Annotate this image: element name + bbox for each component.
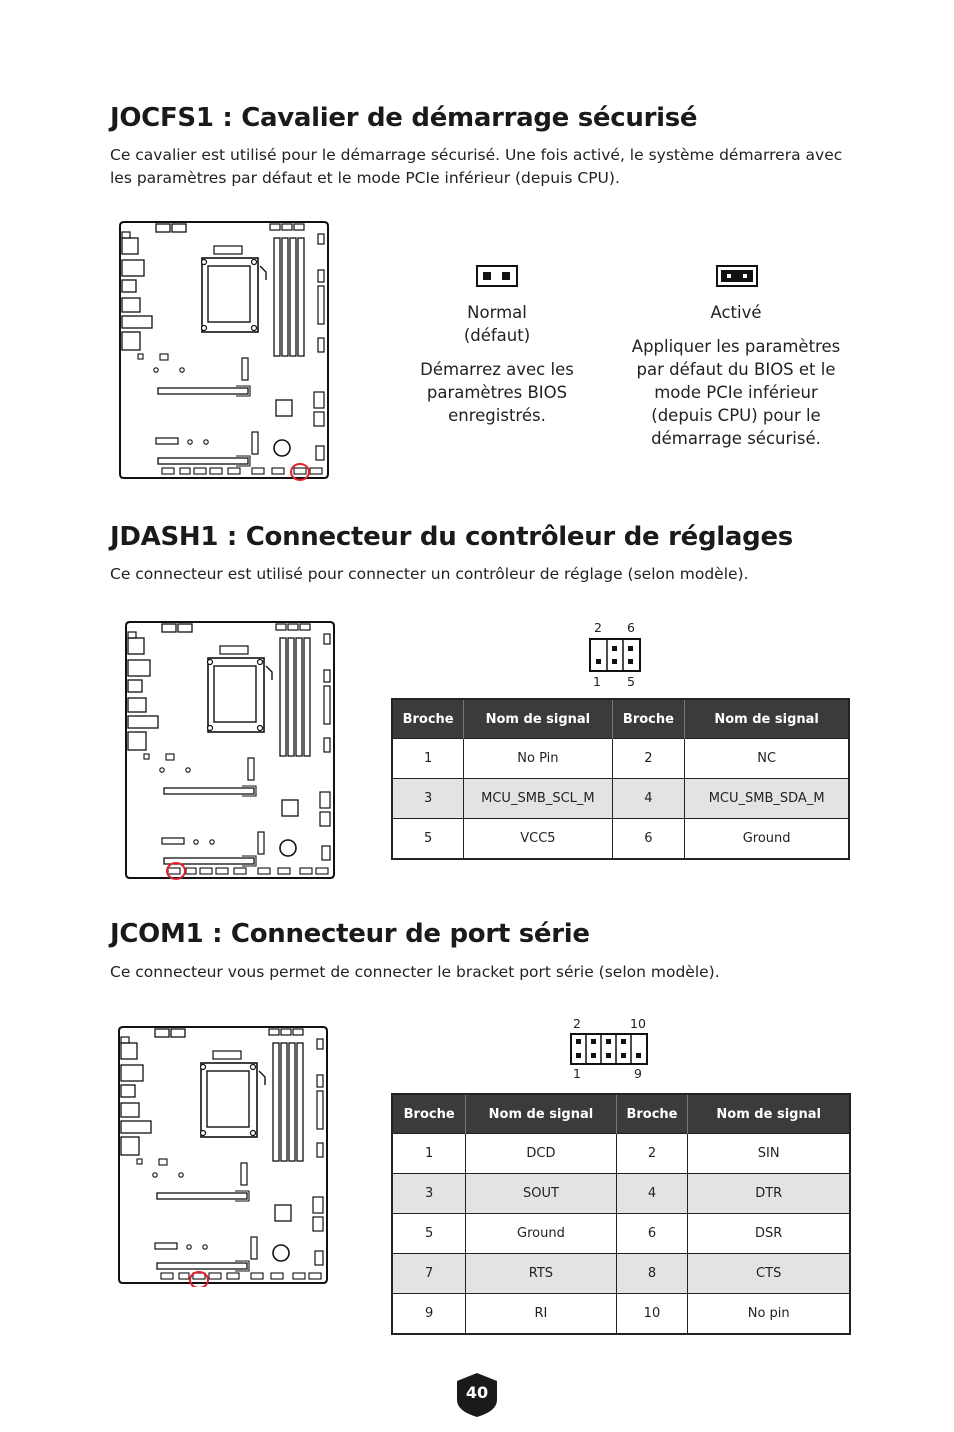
pin-label-top-right: 6	[627, 620, 635, 635]
table-cell: 2	[612, 739, 685, 779]
table-row	[392, 1294, 850, 1335]
motherboard-diagram	[118, 218, 332, 482]
table-cell: 8	[616, 1254, 688, 1294]
pin-header-icon	[589, 638, 641, 672]
table-cell: SIN	[688, 1134, 850, 1174]
table-cell: Ground	[466, 1214, 616, 1254]
table-cell: DSR	[688, 1214, 850, 1254]
table-cell: Ground	[685, 819, 849, 860]
table-row	[392, 1254, 850, 1294]
pin-label-bottom-left: 1	[593, 674, 601, 689]
table-cell: NC	[685, 739, 849, 779]
table-cell: RTS	[466, 1254, 616, 1294]
table-header: Broche	[392, 699, 464, 739]
table-row	[392, 739, 849, 779]
table-cell: MCU_SMB_SCL_M	[464, 779, 612, 819]
table-cell: 1	[392, 739, 464, 779]
page-number: 40	[465, 1383, 489, 1402]
table-cell: 5	[392, 1214, 466, 1254]
table-cell: 9	[392, 1294, 466, 1335]
table-row	[392, 1174, 850, 1214]
table-cell: 5	[392, 819, 464, 860]
motherboard-diagram	[117, 1023, 331, 1287]
section-title-jdash1: JDASH1 : Connecteur du contrôleur de réglages	[110, 522, 793, 552]
table-cell: 1	[392, 1134, 466, 1174]
pin-label-top-left: 2	[573, 1016, 581, 1031]
table-cell: 2	[616, 1134, 688, 1174]
table-header: Nom de signal	[688, 1094, 850, 1134]
table-cell: 6	[616, 1214, 688, 1254]
table-cell: DTR	[688, 1174, 850, 1214]
active-label: Activé	[710, 303, 762, 322]
section-title-jocfs1: JOCFS1 : Cavalier de démarrage sécurisé	[110, 103, 698, 133]
table-cell: 3	[392, 779, 464, 819]
motherboard-diagram	[124, 618, 338, 882]
table-cell: DCD	[466, 1134, 616, 1174]
section-desc-jdash1: Ce connecteur est utilisé pour connecter un contrôleur de réglage (selon modèle).	[110, 565, 749, 583]
table-cell: VCC5	[464, 819, 612, 860]
table-cell: No pin	[688, 1294, 850, 1335]
section-title-jcom1: JCOM1 : Connecteur de port série	[110, 919, 590, 949]
page-number-badge	[456, 1372, 498, 1418]
table-cell: 7	[392, 1254, 466, 1294]
table-header: Broche	[612, 699, 685, 739]
table-cell: MCU_SMB_SDA_M	[685, 779, 849, 819]
table-cell: 3	[392, 1174, 466, 1214]
table-header: Broche	[392, 1094, 466, 1134]
jumper-closed-icon	[716, 265, 758, 287]
table-row	[392, 819, 849, 860]
pin-label-bottom-left: 1	[573, 1066, 581, 1081]
jumper-open-icon	[476, 265, 518, 287]
table-cell: 6	[612, 819, 685, 860]
table-cell: CTS	[688, 1254, 850, 1294]
table-cell: RI	[466, 1294, 616, 1335]
pin-header-icon	[570, 1033, 648, 1065]
normal-label: Normal (défaut)	[463, 303, 531, 345]
pin-label-top-right: 10	[630, 1016, 646, 1031]
signal-table-jdash1	[391, 698, 850, 860]
section-desc-jocfs1: Ce cavalier est utilisé pour le démarrage sécurisé. Une fois activé, le système démarrera avec les paramètres par défaut et le mode PCIe inférieur (depuis CPU).	[110, 146, 843, 187]
section-desc-jcom1: Ce connecteur vous permet de connecter le bracket port série (selon modèle).	[110, 963, 720, 981]
table-cell: No Pin	[464, 739, 612, 779]
table-header: Broche	[616, 1094, 688, 1134]
table-row	[392, 1134, 850, 1174]
normal-description: Démarrez avec les paramètres BIOS enregistrés.	[420, 360, 574, 425]
table-cell: 4	[616, 1174, 688, 1214]
table-header: Nom de signal	[685, 699, 849, 739]
table-row	[392, 779, 849, 819]
table-header: Nom de signal	[464, 699, 612, 739]
pin-label-bottom-right: 9	[634, 1066, 642, 1081]
table-cell: 4	[612, 779, 685, 819]
table-header: Nom de signal	[466, 1094, 616, 1134]
table-cell: 10	[616, 1294, 688, 1335]
pin-label-top-left: 2	[594, 620, 602, 635]
signal-table-jcom1	[391, 1093, 851, 1335]
pin-label-bottom-right: 5	[627, 674, 635, 689]
active-description: Appliquer les paramètres par défaut du BIOS et le mode PCIe inférieur (depuis CPU) pour le démarrage sécurisé.	[631, 337, 841, 448]
table-row	[392, 1214, 850, 1254]
table-cell: SOUT	[466, 1174, 616, 1214]
